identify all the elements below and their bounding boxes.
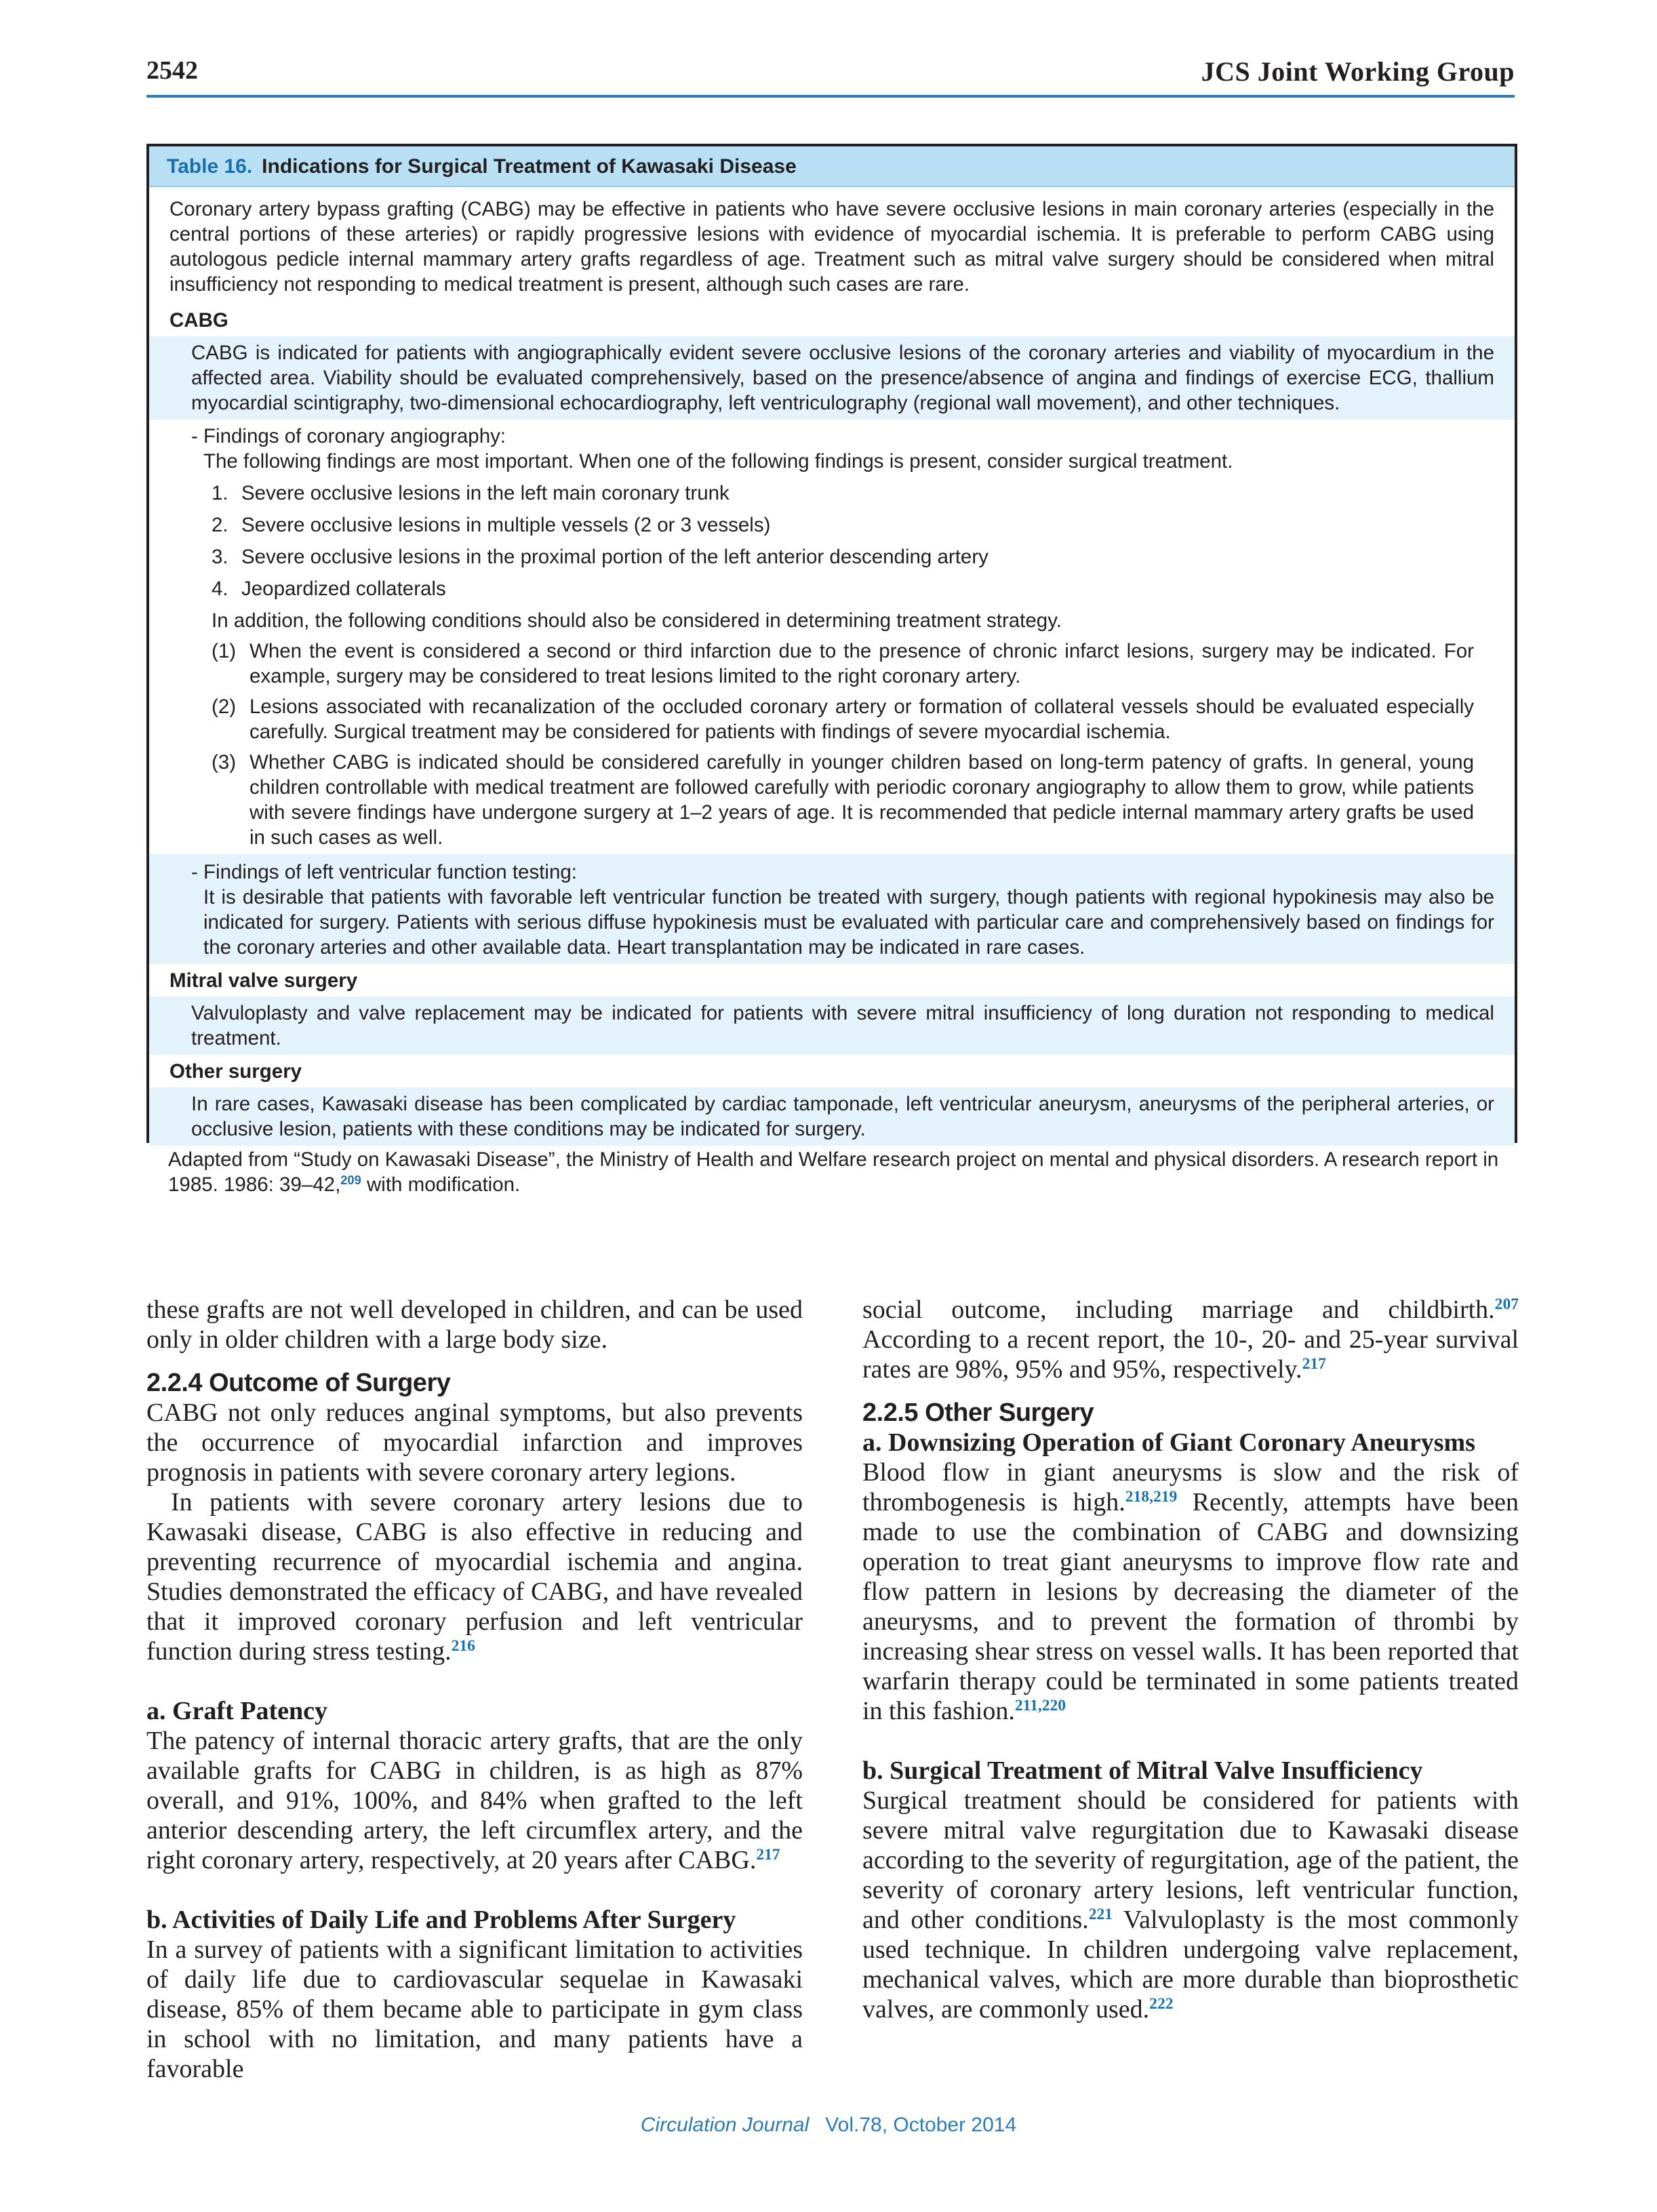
paragraph: Blood flow in giant aneurysms is slow and the risk of thrombogenesis is high.$^{218,219}$ Recently, attempts have been made to use the combination of CABG and downsizing operation to treat giant aneurysms to improve flow rate and flow pattern in lesions by decreasing the diameter of the aneurysms, and to prevent the formation of thrombi by increasing shear stress on vessel walls. It has been reported that warfarin therapy could be terminated in some patients treated in this fashion.$^{211,220}$ [862,1458,1519,1725]
paragraph: social outcome, including marriage and childbirth.$^{207}$ According to a recent report, the 10-, 20- and 25-year survival rates are 98%, 95% and 95%, respectively.$^{217}$ [862,1295,1519,1384]
other-text: In rare cases, Kawasaki disease has been complicated by cardiac tamponade, left ventricular aneurysm, aneurysms of the peripheral arteries, or occlusive lesion, patients with these conditions may be indicated for surgery. [149,1087,1515,1146]
running-header [146,53,1515,98]
citation-link[interactable]: 217 [1302,1355,1326,1373]
footer-journal: Circulation Journal [640,2114,810,2136]
table-title-bar [149,146,1515,187]
mitral-heading: Mitral valve surgery [169,969,358,992]
list-item: 2. Severe occlusive lesions in multiple vessels (2 or 3 vessels) [212,514,771,536]
list-item: 1. Severe occlusive lesions in the left main coronary trunk [212,482,730,504]
paragraph: CABG not only reduces anginal symptoms, but also prevents the occurrence of myocardial infarction and improves prognosis in patients with severe coronary artery legions. [146,1399,803,1487]
table-16 [146,144,1517,1143]
angiography-list [191,481,1494,850]
table-label: Table 16. [167,155,253,178]
condition-item: (1) When the event is considered a second or third infarction due to the presence of chronic infarct lesions, surgery may be indicated. For example, surgery may be considered to treat lesions limited to the right coronary artery. [212,640,1474,687]
angiography-intro: The following findings are most important. When one of the following findings is present, consider surgical treatment. [203,450,1233,472]
page-footer [0,2114,1657,2137]
section-heading-2-2-4: 2.2.4 Outcome of Surgery [146,1369,451,1397]
citation-link[interactable]: 216 [451,1637,475,1655]
paragraph: In patients with severe coronary artery lesions due to Kawasaki disease, CABG is also effective in reducing and preventing recurrence of myocardial ischemia and angina. Studies demonstrated the efficacy of CABG, and have revealed that it improved coronary perfusion and left ventricular function during stress testing.$^{216}$ [146,1488,803,1666]
paragraph: In a survey of patients with a significant limitation to activities of daily life due to cardiovascular sequelae in Kawasaki disease, 85% of them became able to participate in gym class in school with no limitation, and many patients have a favorable [146,1935,803,2083]
citation-link[interactable]: 221 [1088,1906,1113,1924]
lv-section [149,854,1515,964]
left-column [146,1295,803,2084]
citation-link[interactable]: 222 [1149,1995,1174,2013]
citation-link[interactable]: 217 [756,1846,780,1864]
table-intro: Coronary artery bypass grafting (CABG) may be effective in patients who have severe occlusive lesions in main coronary arteries (especially in the central portions of these arteries) or rapidly progressive lesions with evidence of myocardial ischemia. It is preferable to perform CABG using autologous pedicle internal mammary artery grafts regardless of age. Treatment such as mitral valve surgery should be considered when mitral insufficiency not responding to medical treatment is present, although such cases are rare. [169,198,1494,296]
condition-item: (3) Whether CABG is indicated should be considered carefully in younger children based on long-term patency of grafts. In general, young children controllable with medical treatment are followed carefully with periodic coronary angiography to allow them to grow, while patients with severe findings have undergone surgery at 1–2 years of age. It is recommended that pedicle internal mammary artery grafts be used in such cases as well. [212,751,1474,849]
table-title: Indications for Surgical Treatment of Kawasaki Disease [262,155,797,178]
list-item: 4. Jeopardized collaterals [212,578,446,600]
paragraph: Surgical treatment should be considered for patients with severe mitral valve regurgitation due to Kawasaki disease according to the severity of regurgitation, age of the patient, the severity of coronary artery lesions, left ventricular function, and other conditions.$^{221}$ Valvuloplasty is the most commonly used technique. In children undergoing valve replacement, mechanical valves, which are more durable than bioprosthetic valves, are commonly used.$^{222}$ [862,1786,1519,2024]
citation-link[interactable]: 209 [340,1172,361,1187]
cabg-heading: CABG [169,308,228,331]
condition-item: (2) Lesions associated with recanalization of the occluded coronary artery or formation of collateral vessels should be evaluated especially carefully. Surgical treatment may be considered for patients with findings of severe myocardial ischemia. [212,696,1474,743]
paragraph: The patency of internal thoracic artery grafts, that are the only available grafts for CABG in children, is as high as 87% overall, and 91%, 100%, and 84% when grafted to the left anterior descending artery, the left circumflex artery, and the right coronary artery, respectively, at 20 years after CABG.$^{217}$ [146,1727,803,1874]
mitral-text: Valvuloplasty and valve replacement may be indicated for patients with severe mitral insufficiency of long duration not responding to medical treatment. [149,997,1515,1055]
citation-link[interactable]: 211,220 [1014,1697,1066,1715]
angiography-section [149,420,1515,850]
additional-intro: In addition, the following conditions should also be considered in determining treatment strategy. [212,609,1062,632]
list-item: 3. Severe occlusive lesions in the proximal portion of the left anterior descending artery [212,546,989,568]
section-heading-2-2-5: 2.2.5 Other Surgery [862,1399,1094,1427]
paragraph: these grafts are not well developed in children, and can be used only in older children with a large body size. [146,1295,803,1354]
citation-link[interactable]: 207 [1494,1295,1519,1314]
table-source-note: Adapted from “Study on Kawasaki Disease”, the Ministry of Health and Welfare research project on mental and physical disorders. A research report in 1985. 1986: 39–42,$^{209}$ with modification. [168,1148,1499,1196]
footer-volume: Vol.78, October 2014 [825,2114,1017,2136]
subsection-heading-downsizing: a. Downsizing Operation of Giant Coronary Aneurysms [862,1428,1475,1457]
subsection-heading-daily-life: b. Activities of Daily Life and Problems After Surgery [146,1906,736,1934]
subsection-heading-mitral: b. Surgical Treatment of Mitral Valve Insufficiency [862,1756,1423,1785]
other-heading: Other surgery [169,1060,302,1083]
lv-heading: - Findings of left ventricular function testing: [191,861,577,883]
angiography-heading: - Findings of coronary angiography: [191,425,506,447]
citation-link[interactable]: 218,219 [1125,1488,1178,1506]
running-title: JCS Joint Working Group [1201,56,1515,87]
page-number: 2542 [146,56,198,85]
subsection-heading-graft-patency: a. Graft Patency [146,1697,327,1725]
cabg-text: CABG is indicated for patients with angiographically evident severe occlusive lesions of the coronary arteries and viability of myocardium in the affected area. Viability should be evaluated comprehensively, based on the presence/absence of angina and findings of exercise ECG, thallium myocardial scintigraphy, two-dimensional echocardiography, left ventriculography (regional wall movement), and other techniques. [149,336,1515,420]
lv-text: It is desirable that patients with favorable left ventricular function be treated with surgery, though patients with regional hypokinesis may also be indicated for surgery. Patients with serious diffuse hypokinesis must be evaluated with particular care and comprehensively based on findings for the coronary arteries and other available data. Heart transplantation may be indicated in rare cases. [203,886,1494,959]
right-column [862,1295,1519,2024]
